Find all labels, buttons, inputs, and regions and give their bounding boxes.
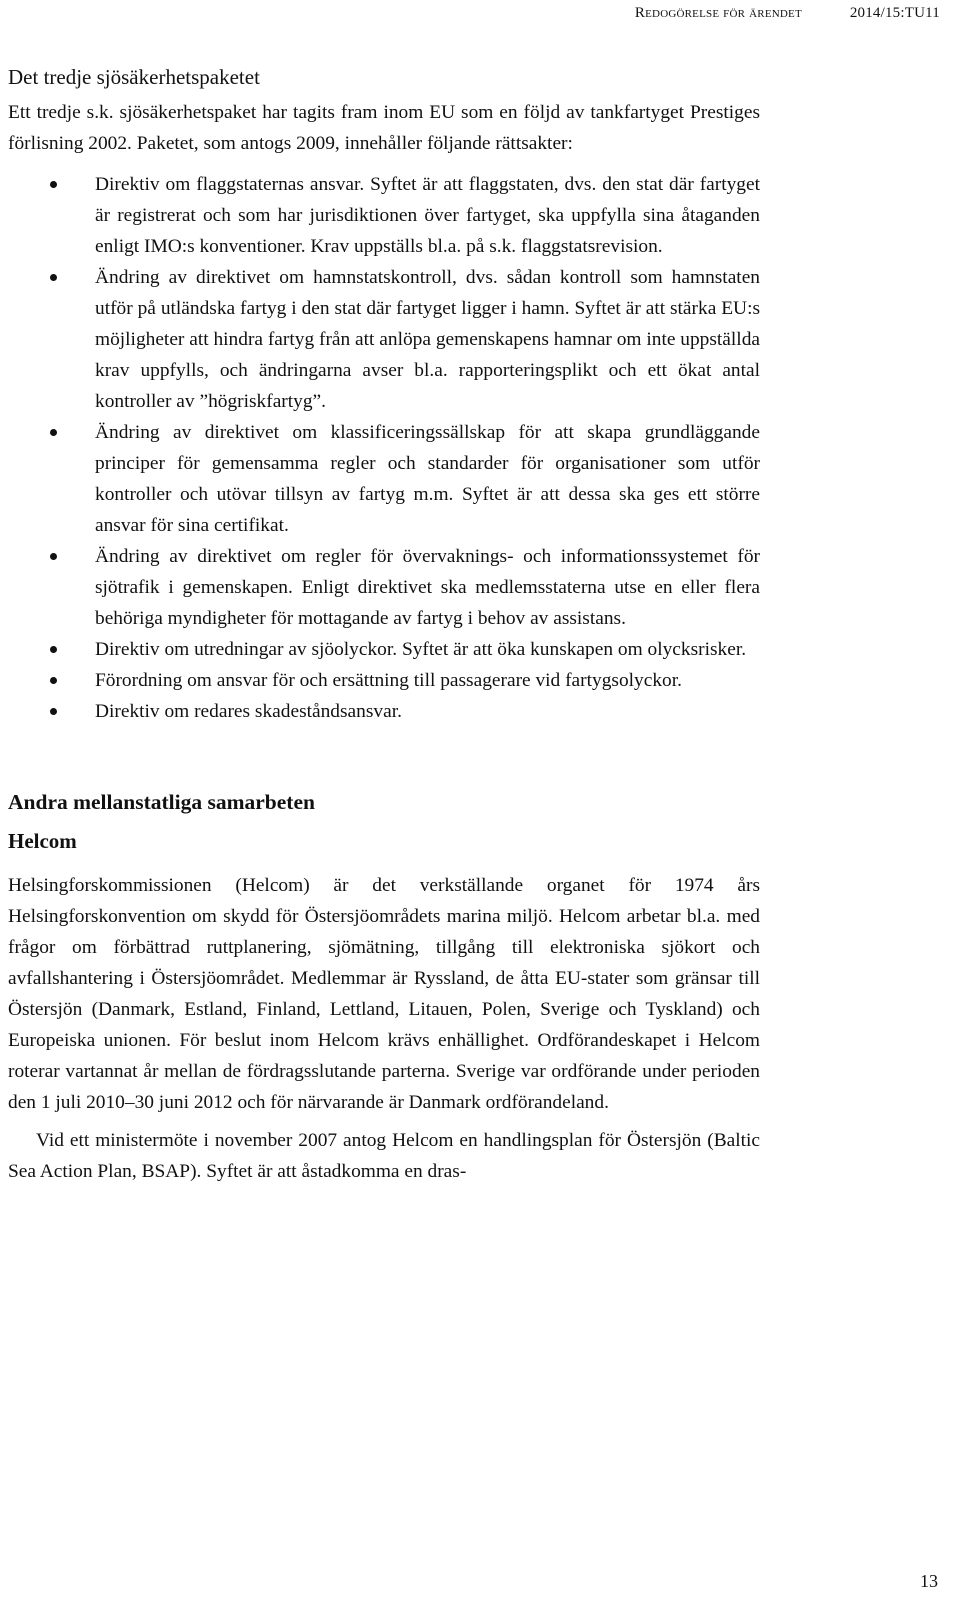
header-title: Redogörelse för ärendet — [634, 5, 802, 21]
list-item-text: Direktiv om flaggstaternas ansvar. Syftet är att flaggstaten, dvs. den stat där fartyget är registrerat och som har jurisdiktionen över fartyget, ska uppfylla sina åtaganden enligt IMO:s konventioner. Krav uppställs bl.a. på s.k. flaggstatsrevision. — [95, 174, 760, 257]
list-item — [8, 169, 760, 262]
list-item — [8, 665, 760, 696]
list-item-text: Ändring av direktivet om klassificeringssällskap för att skapa grundläggande principer för gemensamma regler och standarder för organisationer som utför kontroller och utövar tillsyn av fartyg m.m. Syftet är att dessa ska ges ett större ansvar för sina certifikat. — [95, 422, 760, 536]
helcom-paragraph: Helsingforskommissionen (Helcom) är det verkställande organet för 1974 års Helsingforskonvention om skydd för Östersjöområdets marina miljö. Helcom arbetar bl.a. med frågor om förbättrad ruttplanering, sjömätning, tillgång till elektroniska sjökort och avfallshantering i Östersjöområdet. Medlemmar är Ryssland, de åtta EU-stater som gränsar till Östersjön (Danmark, Estland, Finland, Lettland, Litauen, Polen, Sverige och Tyskland) och Europeiska unionen. För beslut inom Helcom krävs enhällighet. Ordförandeskapet i Helcom roterar vartannat år mellan de fördragsslutande parterna. Sverige var ordförande under perioden den 1 juli 2010–30 juni 2012 och för närvarande är Danmark ordförandeland. — [8, 875, 760, 1113]
subheading-helcom: Helcom — [8, 829, 77, 853]
header-reference: 2014/15:TU11 — [849, 5, 940, 21]
list-item-text: Förordning om ansvar för och ersättning till passagerare vid fartygsolyckor. — [95, 670, 682, 691]
bullet-icon — [50, 181, 57, 188]
section-heading-mellanstatliga: Andra mellanstatliga samarbeten — [8, 790, 315, 814]
list-item — [8, 541, 760, 634]
page-header — [0, 3, 940, 23]
list-item — [8, 262, 760, 417]
legal-acts-list — [8, 169, 760, 727]
list-item-text: Direktiv om utredningar av sjöolyckor. Syftet är att öka kunskapen om olycksrisker. — [95, 639, 747, 660]
page-number: 13 — [920, 1571, 938, 1591]
list-item-text: Ändring av direktivet om regler för övervaknings- och informationssystemet för sjötrafik i gemenskapen. Enligt direktivet ska medlemsstaterna utse en eller flera behöriga myndigheter för mottagande av fartyg i behov av assistans. — [95, 546, 760, 629]
bullet-icon — [50, 708, 57, 715]
section-heading-sjosakerhetspaketet: Det tredje sjösäkerhetspaketet — [8, 65, 260, 89]
list-item — [8, 696, 760, 727]
list-item — [8, 634, 760, 665]
bullet-icon — [50, 553, 57, 560]
bullet-icon — [50, 429, 57, 436]
list-item-text: Ändring av direktivet om hamnstatskontroll, dvs. sådan kontroll som hamnstaten utför på utländska fartyg i den stat där fartyget ligger i hamn. Syftet är att stärka EU:s möjligheter att hindra fartyg från att anlöpa gemenskapens hamnar om inte uppställda krav uppfylls, och ändringarna avser bl.a. rapporteringsplikt och ett ökat antal kontroller av ”högriskfartyg”. — [95, 267, 760, 412]
intro-paragraph: Ett tredje s.k. sjösäkerhetspaket har tagits fram inom EU som en följd av tankfartyget Prestiges förlisning 2002. Paketet, som antogs 2009, innehåller följande rättsakter: — [8, 102, 760, 154]
bullet-icon — [50, 274, 57, 281]
document-body — [8, 62, 760, 1187]
bullet-icon — [50, 677, 57, 684]
list-item-text: Direktiv om redares skadeståndsansvar. — [95, 701, 402, 722]
bullet-icon — [50, 646, 57, 653]
list-item — [8, 417, 760, 541]
bsap-paragraph: Vid ett ministermöte i november 2007 antog Helcom en handlingsplan för Östersjön (Baltic Sea Action Plan, BSAP). Syftet är att åstadkomma en dras- — [8, 1130, 760, 1182]
